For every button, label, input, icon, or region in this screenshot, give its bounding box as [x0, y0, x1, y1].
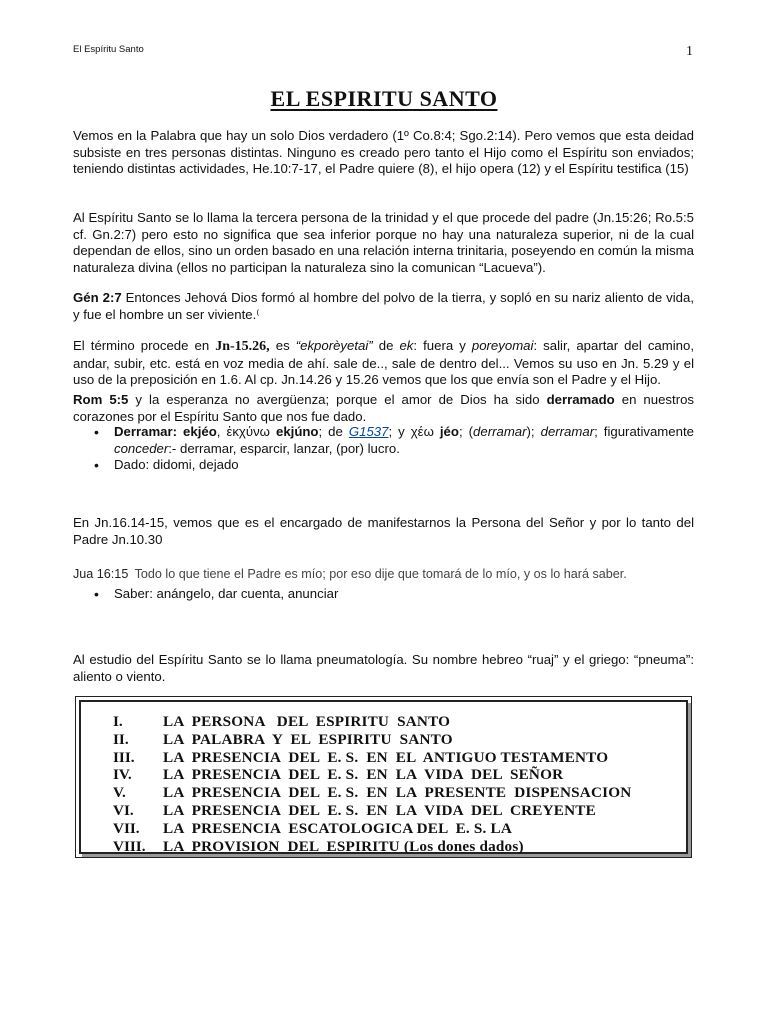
text-segment: y la esperanza no avergüenza; porque el amor de Dios ha sido [128, 392, 547, 407]
outline-text: LA PRESENCIA DEL E. S. EN LA VIDA DEL CREYENTE [163, 801, 596, 819]
text-segment: ; ( [458, 424, 474, 439]
paragraph-genesis-quote [73, 290, 694, 323]
outline-text: LA PERSONA DEL ESPIRITU SANTO [163, 713, 451, 730]
term-italic: derramar [540, 424, 595, 439]
page-number: 1 [686, 44, 693, 59]
emphasis-word: derramado [546, 392, 615, 407]
verse-reference: Gén 2:7 [73, 290, 122, 305]
paragraph-pneumatology: Al estudio del Espíritu Santo se lo llama pneumatología. Su nombre hebreo “ruaj” y el griego: “pneuma”: aliento o viento. [73, 652, 694, 684]
outline-numeral: VII. [113, 819, 140, 837]
term-bold: Derramar: ekjéo [114, 424, 217, 439]
text-segment: ; de [318, 424, 349, 439]
outline-numeral: III. [113, 748, 135, 766]
term-bold: ekjúno [275, 424, 319, 439]
list-item: • Saber: anángelo, dar cuenta, anunciar [92, 586, 694, 603]
verse-text: Entonces Jehová Dios formó al hombre del polvo de la tierra, y sopló en su nariz aliento de vida, y fue el hombre un ser viviente.⁽ [73, 290, 694, 322]
verse-quote [73, 567, 713, 581]
outline-item [113, 784, 686, 802]
outline-item [113, 802, 686, 820]
term-bold: jéo [439, 424, 459, 439]
outline-item [113, 749, 686, 767]
outline-text: LA PRESENCIA ESCATOLOGICA DEL E. S. LA [163, 819, 513, 837]
text-segment: : fuera y [413, 338, 472, 353]
outline-item [113, 766, 686, 784]
bullet-list-derramar [92, 424, 694, 474]
text-segment: , ἐκχύνω [216, 424, 276, 439]
running-header-title: El Espíritu Santo [73, 44, 144, 55]
text-segment: : salir, apartar del camino, andar, subir, etc. está en voz media de ahí. sale de.., sale de dentro del... Vemos su uso en Jn. 5.29 y el uso de la preposición en 1.6. Al cp. Jn.14.26 y 15.26 vemos que los que envía son el Padre y el Hijo. [73, 338, 694, 387]
outline-text: LA PALABRA Y EL ESPIRITU SANTO [163, 730, 453, 748]
verse-reference: Rom 5:5 [73, 392, 129, 407]
outline-numeral: I. [113, 713, 123, 730]
verse-text: Todo lo que tiene el Padre es mío; por eso dije que tomará de lo mío, y os lo hará saber. [134, 567, 627, 581]
text-segment: El término procede en [73, 338, 216, 353]
outline-list [79, 700, 688, 854]
list-item [92, 424, 694, 457]
outline-numeral: VIII. [113, 837, 146, 855]
document-title: EL ESPIRITU SANTO [270, 86, 498, 111]
text-segment: es [269, 338, 296, 353]
bullet-list-saber [92, 586, 694, 603]
outline-text: LA PRESENCIA DEL E. S. EN LA VIDA DEL SEÑOR [163, 766, 564, 784]
outline-item [113, 838, 686, 856]
outline-numeral: II. [113, 730, 129, 748]
outline-box [75, 696, 692, 858]
list-item: • Dado: didomi, dejado [92, 457, 694, 474]
outline-numeral: V. [113, 784, 126, 802]
text-segment: ; figurativamente [594, 424, 694, 439]
verse-reference: Jn-15.26, [215, 339, 270, 354]
term-italic: derramar [473, 424, 527, 439]
outline-numeral: IV. [113, 766, 132, 784]
outline-item [113, 713, 686, 731]
outline-item [113, 731, 686, 749]
text-segment: en nuestros corazones por el Espíritu Santo que nos fue dado. [73, 392, 695, 424]
outline-numeral: VI. [113, 801, 134, 819]
greek-term: “ekporèyetai” [295, 338, 373, 353]
greek-term: poreyomai [471, 338, 534, 353]
paragraph-intro: Vemos en la Palabra que hay un solo Dios verdadero (1º Co.8:4; Sgo.2:14). Pero vemos que esta deidad subsiste en tres personas distintas. Ninguno es creado pero tanto el Hijo como el Espíritu son enviados; teniendo distintas actividades, He.10:7-17, el Padre quiere (8), el hijo opera (12) y el Espíritu testifica (15) [73, 128, 694, 176]
outline-text: LA PRESENCIA DEL E. S. EN LA PRESENTE DISPENSACION [163, 784, 632, 802]
text-segment: :- derramar, esparcir, lanzar, (por) lucro. [168, 440, 400, 456]
paragraph-third-person: Al Espíritu Santo se lo llama la tercera persona de la trinidad y el que procede del padre (Jn.15:26; Ro.5:5 cf. Gn.2:7) pero esto no significa que sea inferior porque no hay una naturaleza superior, ni de la cual dependan de ellos, sino un orden basado en una relación interna trinitaria, poseyendo en común la misma naturaleza divina (ellos no participan la naturaleza sino la comunican “Lacueva”). [73, 210, 694, 275]
text-segment: ); [526, 424, 541, 439]
outline-item [113, 820, 686, 838]
verse-reference: Jua 16:15 [73, 567, 129, 581]
paragraph-term-origin [73, 338, 694, 389]
greek-term: ek [399, 338, 414, 353]
text-segment: ; y χέω [388, 424, 440, 439]
text-segment: de [372, 338, 400, 353]
outline-text: LA PROVISION DEL ESPIRITU (Los dones dados) [163, 837, 524, 855]
paragraph-romans [73, 392, 694, 425]
strongs-link[interactable]: G1537 [348, 424, 389, 439]
outline-text: LA PRESENCIA DEL E. S. EN EL ANTIGUO TESTAMENTO [163, 748, 609, 766]
paragraph-john16: En Jn.16.14-15, vemos que es el encargado de manifestarnos la Persona del Señor y por lo tanto del Padre Jn.10.30 [73, 515, 694, 547]
term-italic: conceder [114, 440, 169, 456]
